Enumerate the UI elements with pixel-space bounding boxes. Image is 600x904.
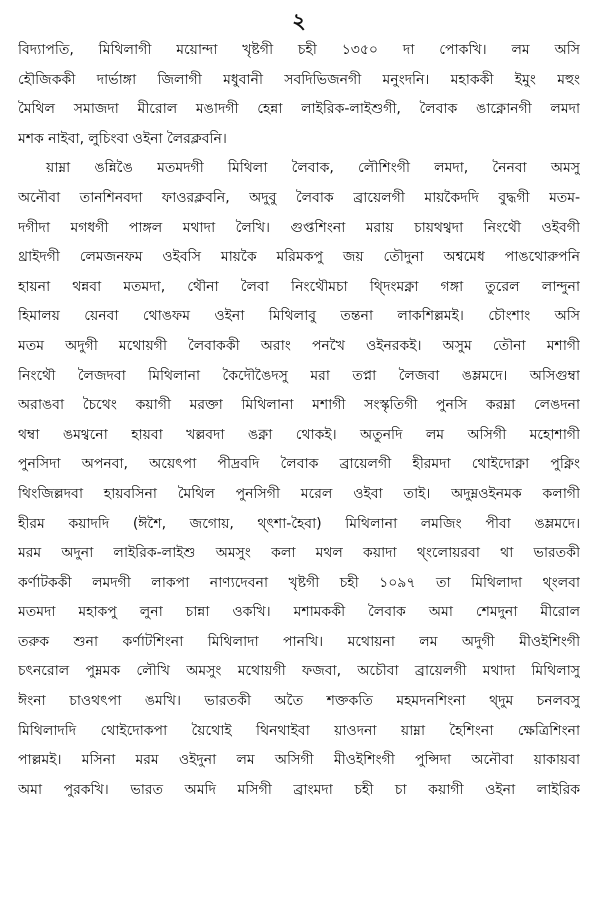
- text-line: অনৌবা তানশিনবদা ফাওরক্লবনি, অদুবু লৈবাক ব্রায়েলগী মায়কৈদদি বুদ্ধগী মতম-: [18, 189, 580, 206]
- text-line: পুনসিদা অপনবা, অয়েৎপা পীদ্রবদি লৈবাক ব্রায়েলগী হীরমদা থোইদোক্না পুক্নিং: [18, 456, 580, 473]
- body-text: [18, 36, 580, 805]
- text-line: থম্বা ঙমথ্বনো হায়বা খল্লবদা ঙক্না থোকই। অতুনদি লম অসিগী মহোশাগী: [18, 426, 580, 443]
- text-line: য়াম্না ঙন্নিঙৈ মতমদগী মিথিলা লৈবাক, লৌশিংগী লমদা, নৈনবা অমসু: [46, 160, 580, 177]
- text-line: মশক নাইবা, লুচিংবা ওইনা লৈরক্লবনি।: [18, 130, 227, 147]
- text-line: থ্রাইদগী লেমজনফম ওইবসি মায়কৈ মরিমকপু জয় তৌদুনা অশ্বমেধ পাঙথোরুপনি: [18, 249, 580, 266]
- text-line: হিমালয় য়েনবা থোঙফম ওইনা মিথিলাবু তন্তনা লাকশিল্লমই। চৌংশাং অসি: [18, 308, 580, 325]
- text-line: চৎনরোল পুম্নমক লৌখি অমসুং মথোয়গী ফজবা, অচৌবা ব্রায়েলগী মথাদা মিথিলাসু: [18, 663, 580, 680]
- text-line: হীরম কয়াদদি (ঈশৈ, জগোয়, থ্ৎশা-হৈবা) মিথিলানা লমজিং পীবা ঙম্লমদে।: [18, 515, 580, 532]
- text-line: মতম অদুগী মথোয়গী লৈবাককী অরাং পনখৈ ওইনরকই। অসুম তৌনা মশাগী: [18, 337, 580, 354]
- text-line: অমা পুরকখি। ভারত অমদি মসিগী ব্রাংমদা চহী চা কয়াগী ওইনা লাইরিক: [18, 781, 580, 798]
- text-line: হৌজিককী দার্ভাঙ্গা জিলাগী মধুবানী সবদিভিজনগী মনুংদনি। মহাককী ইমুং মহুং: [18, 71, 580, 88]
- text-line: তরুক শুনা কর্ণাটশিংনা মিথিলাদা পানখি। মথোয়না লম অদুগী মীওইশিংগী: [18, 633, 580, 650]
- text-line: ঈংনা চাওথৎপা ঙমখি। ভারতকী অতৈ শক্তকতি মহমদনশিংনা থ্দুম চনলবসু: [18, 693, 580, 710]
- text-line: হায়না থন্নবা মতমদা, থৌনা লৈবা নিংথৌমচা থ্দিংমক্না গঙ্গা তুরেল লান্দুনা: [18, 278, 580, 295]
- text-line: মরম অদুনা লাইরিক-লাইশু অমসুং কলা মথল কয়াদা থ্ংলোয়রবা থা ভারতকী: [18, 545, 580, 562]
- page-number: ২: [292, 9, 306, 33]
- text-line: নিংথৌ লৈজদবা মিথিলানা কৈদৌঙৈদসু মরা তপ্না লৈজবা ঙম্লমদে। অসিগুম্বা: [18, 367, 580, 384]
- text-line: থিংজিল্লদবা হায়বসিনা মৈথিল পুনসিগী মরেল ওইবা তাই। অদুম্নওইনমক কলাগী: [18, 485, 580, 502]
- text-line: মিথিলাদদি থোইদোকপা য়ৈথোই থিনথাইবা য়াওদনা য়াম্না হৈশিংনা ক্ষেত্রিশিংনা: [18, 722, 580, 739]
- text-line: দগীদা মগধগী পাঙ্গল মথাদা লৈখি। গুপ্তশিংনা মরায় চায়থথ্বদা নিংথৌ ওইবগী: [18, 219, 580, 236]
- text-line: পাল্লমই। মসিনা মরম ওইদুনা লম অসিগী মীওইশিংগী পুন্সিদা অনৌবা য়াকায়বা: [18, 752, 580, 769]
- text-line: মৈথিল সমাজদা মীরোল মঙাদগী হেন্না লাইরিক-লাইশুগী, লৈবাক ঙাক্নোনগী লমদা: [18, 101, 580, 118]
- text-line: কর্ণাটককী লমদগী লাকপা নাণ্যদেবনা খৃষ্টগী চহী ১০৯৭ তা মিথিলাদা থ্ংলবা: [18, 574, 580, 591]
- text-line: মতমদা মহাকপু লুনা চান্না ওকখি। মশামককী লৈবাক অমা শেমদুনা মীরোল: [18, 604, 580, 621]
- text-line: অরাঙবা চৈথেং কয়াগী মরক্তা মিথিলানা মশাগী সংস্কৃতিগী পুনসি করম্না লেঙদনা: [18, 397, 580, 414]
- text-line: বিদ্যাপতি, মিথিলাগী ময়োন্দা খৃষ্টগী চহী ১৩৫০ দা পোকখি। লম অসি: [18, 42, 580, 58]
